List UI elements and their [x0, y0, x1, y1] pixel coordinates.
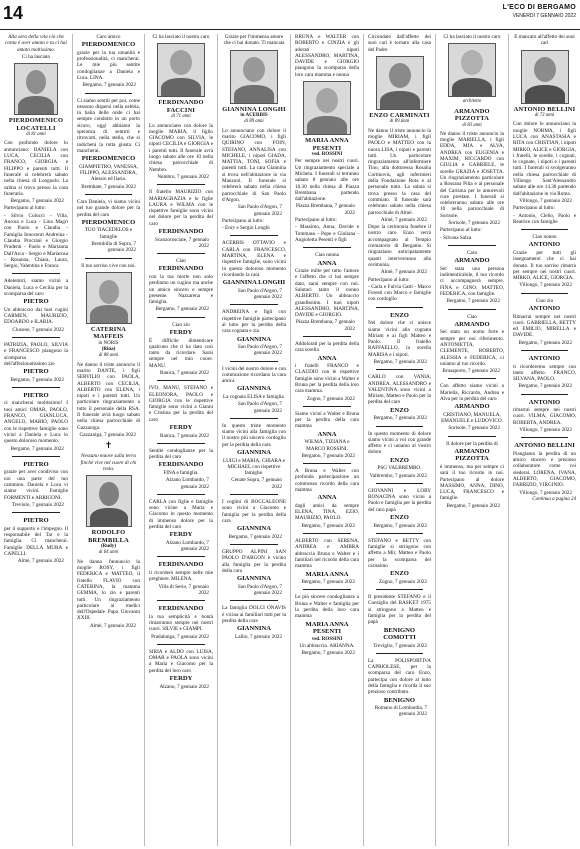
- deceased-married-name: ved. ROSSINI: [311, 152, 343, 158]
- deceased-age: di 64 anni: [98, 550, 119, 556]
- notice-name: ENZO: [390, 570, 409, 578]
- obituary-body: Ne danno il triste annuncio il marito DANTE, i figli SERVILIO con PAOLA, ALBERTO con CECILIA, ALBERTO con ELENA, i nipoti e i parenti tutti. Un particolare ringraziamento a tutto il personale della RSA. Il funerale avrà luogo sabato nella chiesa parrocchiale di Gazzaniga.: [77, 361, 140, 431]
- place-date: Nembro, 7 gennaio 2022: [157, 173, 209, 180]
- notice-name: PIETRO: [23, 391, 49, 399]
- intro: È mancato all'affetto dei suoi cari: [514, 34, 575, 47]
- notice-name: FERDINANDO: [158, 561, 204, 569]
- notice-body: Cara Daniela, vi siamo vicini nel tuo grande dolore per la perdita del caro: [77, 198, 140, 218]
- notice-name: MARIA ANNA PESENTI: [305, 620, 349, 635]
- place-date: Ranica, 7 gennaio 2022: [160, 432, 209, 439]
- place-date: Almè, 7 gennaio 2022: [380, 269, 427, 276]
- notice-name: FERDINANDO: [158, 605, 204, 613]
- participants-title: Partecipano al lutto:: [440, 227, 482, 234]
- participants-title: Partecipano al lutto:: [513, 205, 555, 212]
- notice-sign: CRISTIANO, MANUELA, EMANUELE e LUDOVICO.: [441, 411, 503, 425]
- deceased-age: di 71 anni: [171, 114, 191, 120]
- place-date: Clusone, 7 gennaio 2022: [12, 326, 64, 333]
- column-4-content: [218, 34, 290, 640]
- deceased-name: ENZO CARMINATI: [369, 111, 430, 119]
- participants-list: - Massimo, Anna, Davide e Tommaso - Pupe e Giuliana - Angioletta Pesenti e figli: [295, 224, 359, 243]
- place-date: Bergamo, 7 gennaio 2022: [373, 358, 427, 365]
- intro: Ci ha lasciato il nostro caro: [152, 34, 210, 40]
- notice-name: PIERDOMENICO: [81, 218, 136, 226]
- notice-name: FERDINANDO: [158, 461, 204, 469]
- notice-body: Sei stata una persona indimenticabile, il tuo ricordo ci accompagnerà sempre. FINA e GINO, MATTEO, FEDERICA, con famiglie.: [440, 265, 504, 297]
- notice-body: Il presidente STEFANO e il Consiglio del BASKET 1975 si stringono a Matteo e famiglia per la perdita del papà: [368, 594, 431, 626]
- notice-body: Sei stato un uomo forte e sempre per noi riferimento. ANTONIETTA, CLEMENTE, ROBERTO, ALESSIA e FEDERICA, ci uniamo al tuo ricordo.: [440, 329, 504, 367]
- notice-body: In questo triste momento siamo vicini alla famiglia con il nostro più sincero cordoglio per la perdita della cara: [222, 422, 286, 448]
- deceased-name: CATERINA MAFFEIS: [90, 325, 127, 341]
- place-date: Valbrembo, 7 gennaio 2022: [369, 472, 427, 479]
- notice-name: GIANNINA: [236, 575, 272, 583]
- participants-title: Partecipano al lutto:: [368, 276, 410, 283]
- newspaper-name: L'ECO DI BERGAMO: [502, 4, 576, 11]
- notice-body: SIRIA e ALDO con LUISA, OMAR e PAOLA sono vicini a Maria e Giacomo per la perdita del loro caro: [149, 648, 213, 674]
- deceased-age: di 73 anni: [534, 113, 555, 119]
- place-date: Bergamo, 7 gennaio 2022: [301, 522, 355, 529]
- intro: Ci ha lasciato: [21, 53, 51, 60]
- place-date: Almè, 7 gennaio 2022: [380, 216, 427, 223]
- place-date: Piazza Brembana, 7 gennaio 2022: [295, 319, 355, 332]
- place-date: Villongo, 7 gennaio 2022: [519, 197, 572, 204]
- place-date: Cenate Sopra, 7 gennaio 2022: [231, 477, 282, 490]
- deceased-nickname: (Rina): [101, 347, 116, 353]
- issue-date: VENERDÌ 7 GENNAIO 2022: [512, 13, 576, 19]
- column-2-content: [73, 34, 144, 629]
- deceased-married-name: ved. ROSSINI: [311, 636, 343, 642]
- obituary-locatelli: [0, 34, 72, 564]
- place-date: Almè, 7 gennaio 2022: [89, 622, 136, 629]
- notice-name: BENIGNO COMOTTI: [383, 626, 416, 642]
- notice-body: CARLO con VANIA, ANDREA, ALESSANDRO e VALENTINA sono vicini a Miriam, Matteo e Paolo per la perdita del caro: [368, 374, 431, 406]
- notice-body: Siamo vicini a Walter e Bruna per la perdita della cara mamma: [295, 410, 359, 430]
- notice-name: ENZO: [390, 406, 409, 414]
- intro: Ciao: [467, 313, 477, 320]
- deceased-age: di 83 anni: [462, 122, 482, 128]
- deceased-name: RODOLFO BREMBILLA: [88, 529, 129, 544]
- notice-sign: FINA e famiglia.: [163, 469, 199, 476]
- notice-name: GIANNINA: [236, 525, 272, 533]
- notice-body: CARLA con figlie e famiglie sono vicine a Maria e Giacomo in questo momento di immenso dolore per la perdita del caro: [149, 498, 213, 531]
- place-date: Pradalunga, 7 gennaio 2022: [151, 633, 209, 640]
- column-7: [435, 34, 508, 846]
- deceased-married-name: in ACERBIS: [240, 113, 268, 119]
- continued-link[interactable]: Continua a pagina 24: [532, 496, 576, 502]
- notice-body: ANDREINA e figli con rispettive famiglie partecipano al lutto per la perdita della cara cognata e zia: [222, 309, 286, 335]
- place-date: Treviglio, 7 gennaio 2022: [373, 642, 427, 649]
- notice-body: ALBERTO con SERENA, ANDREA e AMBRA abbraccia Bruna e Walter e i familiari nel ricordo della cara mamma: [295, 538, 359, 570]
- notice-name: FERDY: [169, 675, 193, 682]
- column-6: [363, 34, 435, 846]
- place-date: Villongo, 7 gennaio 2022: [519, 489, 572, 496]
- column-4: [217, 34, 290, 846]
- deceased-name: ARMANDO PIZZOTTA: [454, 107, 490, 123]
- obituary-body: Lo annunciano con dolore il marito GIACOMO, i figli QUIRINO con FOIN, STEFANO, ANNALISA con MICHELE, i nipoti GIADA, MATTIA, TONI, SOFIA e parenti tutti. La cara Giannina si trova nell'abitazione in via Manzoni. Il funerale si celebrerà sabato nella chiesa parrocchiale di San Paolo d'Argon.: [222, 127, 286, 203]
- place-date: San Paolo d'Argon, 7 gennaio 2022: [237, 401, 282, 414]
- place-date: Lallio, 7 gennaio 2022: [235, 633, 282, 640]
- place-date: Almè, 7 gennaio 2022: [17, 558, 64, 565]
- intro: Ciao nonno: [532, 234, 557, 241]
- participants-title: Partecipano al lutto:: [222, 217, 264, 224]
- place-date: Alzano Lombardo, 7 gennaio 2022: [165, 477, 209, 490]
- place-date: Ranica, 7 gennaio 2022: [160, 370, 209, 376]
- notice-name: PIERDOMENICO: [81, 155, 136, 163]
- notice-body: La POLISPORTIVA CAPRIOLESE, per la scomparsa del caro Enzo, partecipa con dolore al lutto della famiglia e ricorda il suo prezioso contributo.: [368, 657, 431, 696]
- place-date: Bergamo, 7 gennaio 2022: [228, 533, 282, 540]
- intro: Ciao zio: [535, 297, 554, 304]
- notice-body: ti ricorderemo sempre con tanto affetto. FRANCO, SILVANA, PAOLO.: [513, 363, 576, 383]
- notice-sign: Un abbraccio. ARIANNA.: [299, 642, 355, 649]
- notice-name: PIETRO: [23, 368, 49, 376]
- notice-body: ACERBIS OTTAVIO e CARLA con FRANCESCO, MARTINA, ELENA e rispettive famiglie, sono vicini in questo doloroso momento ricordando la cara: [222, 240, 286, 278]
- place-date: Bergamo, 7 gennaio 2022: [301, 452, 355, 459]
- notice-name: MARIA ANNA: [305, 570, 349, 578]
- place-date: Sorisole, 7 gennaio 2022: [448, 425, 500, 432]
- notice-name: ANNA: [317, 430, 337, 438]
- obituary-body: Ne danno l'annuncio la moglie ROSY, i figli FEDERICA e MATTEO, il fratello FLAVIO con CATERINA, la mamma GEMMA, lo zio e parenti tutti. Un ringraziamento particolare ai medici dell'Ospedale Papa Giovanni XXIII.: [77, 558, 140, 622]
- participants-title: Partecipano al lutto:: [4, 205, 46, 212]
- notice-body: Nel dolore che ci unisce siamo vicini alla cognata Miriam e ai figli Matteo e Paolo. Il fratello RAFFAELLO, la sorella MARISA e i nipoti.: [368, 320, 431, 358]
- notice-name: FERDY: [169, 329, 193, 337]
- column-2: [72, 34, 144, 846]
- place-date: Brusaporto, 7 gennaio 2022: [442, 368, 500, 375]
- notice-name: GIANNINA LONGHI: [222, 279, 286, 287]
- notice-sign: GIAMPIETRO, VANESSA, FILIPPO, ALESSANDRA, Alessio ed Ilaria.: [78, 163, 139, 183]
- obituary-body: Per sempre nei nostri cuori. Un ringraziamento speciale a Michela. I funerali si terranno sabato 8 gennaio alle ore 10.30 nella chiesa di Piazza Brembana partendo dall'abitazione.: [295, 158, 359, 203]
- notice-body: IVO, MANU, STEFANO e ELEONORA, PAOLO e GIORGIA con le rispettive famiglie sono vicini a Gianni e Cristina per la perdita del caro: [149, 385, 213, 423]
- notice-name: ANTONIO: [528, 305, 561, 313]
- verse: Nessuno muore sulla terra finché vive nel cuore di chi resta.: [80, 453, 137, 472]
- place-date: Piazza Brembana, 7 gennaio 2022: [295, 203, 355, 216]
- notice-body: Adelemiri, siamo vicini a Daniela, Luca e Cecilia per la scomparsa del caro: [4, 278, 68, 298]
- notice-body: con la tua morte non solo perdiamo un cugino ma anche un amico sincero e sempre presente. Nazzarena e famiglia.: [149, 273, 213, 306]
- column-6-content: [364, 34, 435, 718]
- portrait-photo: [86, 272, 132, 324]
- deceased-name: FERDINANDO FACCINI: [158, 99, 204, 114]
- intro: Ciao: [176, 258, 186, 265]
- place-date: Bergamo, 7 gennaio 2022: [10, 445, 64, 452]
- notice-body: ti ricorderò sempre nelle mie preghiere. MILENA.: [149, 569, 213, 583]
- notice-body: Con affetto siamo vicini a Mariella, Riccardo, Andrea e Alva per la perdita del caro: [440, 383, 504, 402]
- notice-name: GIANNINA: [236, 449, 272, 457]
- notice-body: per il supporto e l'impegno. Il responsabile del Tar e la famiglia. Ci mancherai. Famiglie DELLA MURA e CAPELLI.: [4, 525, 68, 557]
- obituary-body: Ne danno il triste annuncio la moglie MARIELLA, i figli EDDA, MIA e ALVA, ANDREA con EUGENIA e MAXIM, RICCARDO con GIULIA e GABRIELE, le sorelle GRAZIA e JOSETTA. Un ringraziamento particolare a Rossana Pilia e al personale del Carisma per le amorevoli cure prestate. I funerali si celebreranno sabato alle ore 10 nella parrocchiale di Sorisole.: [440, 130, 504, 219]
- deceased-name: PIERDOMENICO LOCATELLI: [8, 117, 64, 132]
- notice-body: Il fratello MAURIZIO con MARIAGRAZIA e le figlie LAURA e WILMA con le rispettive famiglie sono vicini nel dolore per la perdita del caro: [149, 189, 213, 227]
- notice-body: I coglini di BOCCALEONE sono vicini a Giacomo e famiglia per la perdita della cara: [222, 499, 286, 524]
- notice-sign: è immenso, ma per sempre ci sarà il tuo ricordo in noi. Partecipano al dolore MASSIMO, ANNA, DINO, LUCA, FRANCESCO e famiglie.: [440, 463, 504, 502]
- notice-name: ANNA: [317, 259, 337, 267]
- notice-name: ANTONIO: [528, 398, 561, 406]
- deceased-nickname: (Rudy): [100, 544, 116, 550]
- column-7-content: [436, 34, 508, 509]
- notice-name: ARMANDO: [454, 403, 490, 411]
- intro: Caro amico: [96, 34, 121, 40]
- deceased-profession: architetto: [462, 99, 482, 105]
- participants-title: Partecipano al lutto:: [295, 217, 337, 224]
- column-3-content: [145, 34, 217, 690]
- notice-name: PIETRO: [23, 460, 49, 468]
- place-date: Bergamo, 7 gennaio 2022: [373, 415, 427, 422]
- notice-name: ARMANDO PIZZOTTA: [454, 447, 490, 463]
- intro: Ci ha lasciato il nostro caro: [443, 34, 501, 40]
- notice-name: FERDINANDO: [158, 228, 204, 236]
- place-date: Alzano Lombardo, 7 gennaio 2022: [165, 539, 209, 553]
- notice-body: È difficile dimenticare qualcuno che ti ha dato così tanto da ricordare. Sarai sempre nel mio cuore. MANU.: [149, 337, 213, 369]
- participants-list: - Enry e Sergio Longhi: [222, 225, 270, 232]
- deceased-married-name: in NORIS: [98, 340, 119, 346]
- portrait-photo: [376, 56, 424, 110]
- place-date: San Paolo d'Argon, 7 gennaio 2022: [237, 344, 282, 357]
- deceased-age: di 89 anni: [389, 119, 410, 125]
- column-5-content: [291, 34, 363, 656]
- portrait-photo: [521, 50, 569, 104]
- notice-body: Sentite condoglianze per la perdita del caro: [149, 447, 213, 461]
- portrait-photo: [448, 43, 496, 97]
- notice-name: PIERDOMENICO: [81, 41, 136, 49]
- notice-name: FERDY: [169, 424, 193, 432]
- notice-body: la tua semplicità e bontà rimarranno sempre nei nostri cuori. SILVIE e GIAMPI.: [149, 613, 213, 633]
- intro: Grazie per l'immensa amore che ci hai donato. Ti mancata: [223, 34, 285, 47]
- intro: Il tuo sorriso vive con noi.: [81, 262, 136, 269]
- notice-sign: TUO TIACEDELOS e famiglie: [84, 227, 133, 240]
- deceased-name: ANTONIO BELLINI: [513, 105, 576, 113]
- notice-name: ANTONIO: [528, 241, 561, 249]
- notice-sign: dagli amici da sempre ELENA, TINA, EZIO, MAURIZIO, PAOLO.: [295, 502, 359, 522]
- notice-body: Grazie mille per tutto l'amore e l'affetto che ci hai sempre dato, sarai sempre con noi. Salutaci tanto il nonno ALBERTO. Un abbraccio grandissimo. I tuoi nipoti ALESSANDRO, MARTINA, DAVIDE e GIORGIO.: [295, 268, 359, 319]
- place-date: Scanzorosciate, 7 gennaio 2022: [154, 236, 209, 249]
- place-date: Villa di Serio, 7 gennaio 2022: [158, 583, 209, 596]
- column-8: [508, 34, 580, 846]
- notice-name: GIANNINA: [236, 625, 272, 633]
- obituary-body: Ne danno il triste annuncio la moglie MIRIAM, i figli PAOLO e MATTEO con la nuora LISA, i nipoti e parenti tutti. Un particolare ringraziamento all'infermiere Tino, alla dottoressa Rosalia Cortinovis, agli infermieri della Fondazione Rota e al personale tutto. La salma si trova presso la casa del commiato. Il funerale sarà celebrato sabato nella chiesa parrocchiale di Almè.: [368, 127, 431, 216]
- intro: Caro: [466, 249, 478, 256]
- place-date: San Paolo d'Argon, 7 gennaio 2022: [237, 287, 282, 301]
- page-header: [0, 0, 580, 30]
- notice-body: Dopo la cerimonia funebre il nostro caro Enzo verrà accompagnato al Tempio crematorio di Bergamo. Si ringraziano anticipatamente quanti interverranno alla cerimonia.: [368, 224, 431, 268]
- participants-list: - Silvio Colucci - Villa, Aurora e Luca - Lina Magri con Paolo e Claudia - Famiglia Innocenti Andreina - Claudia Procrani e Giorgio Prudenti - Paolo e Marianna Dall'Arca - Sergio e Mariarosa - Rosanna, Chiara, Laura, Sergio, Valentina e Franca: [4, 212, 68, 270]
- notice-name: PIETRO: [23, 298, 49, 306]
- notice-sign: i fratelli FRANCO e CLAUDIO con le rispettive famiglie sono vicini a Walter e Bruna per la perdita della loro cara mamma.: [295, 363, 359, 395]
- notice-body: La famiglia DOLCI ONAVIS è vicina ai familiari tutti per la perdita della cara: [222, 605, 286, 624]
- page-number: 14: [3, 3, 24, 23]
- notice-body: BRUNA e WALTER con ROBERTO e CINZIA e gli adorati nipoti ALESSANDRO, MARTINA, DAVIDE e GIORGIO piangono la scomparsa della loro cara mamma e nonna: [295, 34, 359, 78]
- notice-sign: LUIGI e MARIA, CHIARA e MICHAEL con rispettive famiglie.: [222, 457, 286, 477]
- notice-name: ARMANDO: [454, 257, 490, 265]
- place-date: Treviolo, 7 gennaio 2022: [11, 501, 64, 508]
- place-date: Villongo, 7 gennaio 2022: [519, 282, 572, 289]
- notice-body: ci mancherai moltissimo! I tuoi amici OMAR, PAOLO, FRANCO, GIANLUCA, ANGELO, MARIO, PAOLO con le rispettive famiglie sono vicini a Daniela e Luca in questo doloroso momento.: [4, 400, 68, 445]
- place-date: Villongo, 7 gennaio 2022: [519, 427, 572, 434]
- notice-sign: Un abbraccio dai tuoi cugini CARMEN, MAURIZIO, EDOARDO e ILARIA.: [4, 306, 68, 326]
- notice-body: Piangiamo la perdita di un amico sincero e prezioso collaboratore come voi siederai. LORENA, IVANA, ALBERTO, GIACOMO, FABRIZIO, VIRGINIO.: [513, 450, 576, 489]
- notice-name: ENZO: [390, 311, 409, 319]
- place-date: Bergamo, 7 gennaio 2022: [301, 579, 355, 586]
- notice-name: FERDINANDO: [158, 265, 204, 273]
- notice-name: ANNA: [317, 494, 337, 502]
- place-date: Bergamo, 7 gennaio 2022: [10, 376, 64, 383]
- deceased-name: GIANNINA LONGHI: [222, 105, 286, 113]
- portrait-photo: [157, 43, 205, 97]
- place-date: Bergamo, 7 gennaio 2022: [446, 298, 500, 305]
- portrait-photo: [86, 475, 132, 527]
- place-date: Romano di Lombardia, 7 gennaio 2022: [374, 705, 427, 718]
- notice-body: In questo momento di dolore siamo vicini a voi con grande affetto e ci uniamo al vostro dolore.: [368, 430, 431, 456]
- notice-name: GIANNINA: [236, 385, 272, 393]
- notice-sign: PSG VALBREMBO.: [377, 465, 422, 472]
- notice-name: ANTONIO: [528, 355, 561, 362]
- column-8-content: [509, 34, 580, 503]
- place-date: Bergamo, 7 gennaio 2022: [518, 383, 572, 390]
- deceased-age: di 81 anni: [26, 132, 46, 138]
- masthead: [503, 4, 576, 19]
- place-date: Bergamo, 7 gennaio 2022: [10, 198, 64, 205]
- notice-body: Circondato dall'affetto dei suoi cari è tornato alla casa del Padre: [368, 34, 431, 53]
- notice-name: GIANNINA: [236, 335, 272, 343]
- obituary-body: Con dolore lo annunciano la moglie NORMA, i figli LUCA con ANASTASIA e RITA con CRISTIAN, i nipoti MIRKO, ALICE e GIORGIA, i fratelli, le sorelle, i cognati, le cognate, i nipoti e i parenti tutti. I funerali si svolgeranno nella chiesa parrocchiale di Villongo Sant'Alessandro sabato alle ore 14.30 partendo dall'abitazione in via Roma.: [513, 121, 576, 197]
- place-date: Sorisole, 7 gennaio 2022: [448, 220, 500, 227]
- place-date: San Paolo d'Argon, 7 gennaio 2022: [237, 583, 282, 597]
- notice-body: GRUPPO ALPINI SAN PAOLO D'ARGON è vicino alla famiglia per la perdita della cara: [222, 549, 286, 574]
- place-date: Brembilla di Sopra, 7 gennaio 2022: [91, 240, 136, 254]
- notice-name: FERDY: [169, 531, 193, 539]
- place-date: Bergamo, 7 gennaio 2022: [373, 522, 427, 529]
- notice-body: grazie per aver condiviso con noi una parte del tuo cammino. Daniela e Luca vi siamo vicini. Famiglie FORMENTI e ARRIGONI.: [4, 469, 68, 501]
- place-date: Bergamo, 7 gennaio 2022: [446, 502, 500, 509]
- notice-name: ANNA: [317, 354, 337, 362]
- participants-list: - Carla e Fulvia Gatti - Marco Foresti con Marco e famiglie con cordoglio: [368, 283, 431, 303]
- notice-name: ANTONIO BELLINI: [514, 442, 575, 450]
- notice-name: BENIGNO: [383, 696, 416, 704]
- notice-body: grazie per la tua umanità e professionalità, ci mancherai. Le mie più sentite condoglianze a Daniela e Luca. LINA.: [77, 49, 140, 81]
- notice-name: PIETRO: [23, 517, 49, 525]
- notice-body: Rimarrai sempre nei nostri cuori. GABRIELLA, BETTY ed EMILIO, MIRELLA e DAVIDE.: [513, 313, 576, 339]
- place-date: Brembate, 7 gennaio 2022: [81, 183, 136, 190]
- deceased-name: MARIA ANNA PESENTI: [305, 137, 349, 152]
- notice-sign: La cognata ELISA e famiglia.: [222, 393, 286, 400]
- place-date: Zogno, 7 gennaio 2022: [378, 578, 427, 585]
- column-1: [0, 34, 72, 846]
- place-date: Bergamo, 7 gennaio 2022: [518, 339, 572, 346]
- obituary-body: Lo annunciano con dolore la moglie MARIA, il figlio GIACOMO con SILVIA, le nipoti CECILIA e GIORGIA e i parenti tutti. Il funerale avrà luogo sabato alle ore 10 nella chiesa parrocchiale di Nembro.: [149, 122, 213, 173]
- place-date: Bergamo, 7 gennaio 2022: [155, 306, 209, 313]
- intro: Ciao nonna: [315, 252, 339, 259]
- portrait-photo: [303, 81, 351, 135]
- obituary-body: Con profondo dolore lo annunciano: DANIELA con LUCA, CECILIA con FRANCO, GIORGIA e FILIPPO e parenti tutti. Il funerale si celebrerà sabato nella chiesa di Longuelo. La salma si trova presso la casa funeraria.: [4, 140, 68, 197]
- participants-list: - Antonio, Clelio, Paolo e Beatrice con famiglie: [513, 212, 576, 225]
- verse: Alla sera della vita ciò che conta è aver amato e tu ci hai amato moltissimo.: [5, 34, 67, 53]
- notice-body: Addolorati per la perdita della cara sorella: [295, 341, 359, 354]
- notice-body: Grazie per tutti gli insegnamenti che ci hai donato. Il tuo sorriso rimarrà per sempre nei nostri cuori. MIRKO, ALICE, GIORGIA.: [513, 249, 576, 282]
- notice-sign: WILMA, TIZIANA e MARCO ROSSINI.: [304, 439, 350, 452]
- participants-list: - Silvana Salza: [440, 234, 472, 241]
- notice-name: ARMANDO: [454, 320, 490, 328]
- place-date: San Paolo d'Argon, 7 gennaio 2022: [237, 204, 282, 217]
- notice-body: GIOVANNI e LORY BONACINA sono vicini a Paolo e famiglia per la perdita del caro papà: [368, 487, 431, 513]
- notice-name: ENZO: [390, 514, 409, 522]
- notice-body: STEFANO e BETTY con famiglie si stringono con affetto a Mir, Matteo e Paolo per la scomparsa del carissimo: [368, 537, 431, 570]
- portrait-photo: [14, 63, 58, 115]
- place-date: Zogno, 7 gennaio 2022: [306, 395, 355, 402]
- notice-body: A Bruna e Walter con profonda partecipazione un commosso ricordo della cara mamma: [295, 468, 359, 494]
- notice-body: PATRIZIA, PAOLO, SILVIA e FRANCESCO piangono la scomparsa dell'affezionatissimo zio: [4, 342, 68, 367]
- place-date: Bergamo, 7 gennaio 2022: [301, 650, 355, 657]
- notice-body: I vicini del nostro dolore e con commozione ricordano la cara amica: [222, 365, 286, 385]
- intro: Ciao zio: [172, 321, 190, 328]
- place-date: Alzano, 7 gennaio 2022: [159, 683, 209, 690]
- notice-body: rimarrai sempre nei nostri cuori. VILMA, GIACOMO, ROBERTA, ANDREA.: [513, 407, 576, 426]
- cross-icon: ✝: [104, 441, 113, 452]
- notice-body: Ci siamo sentiti per poi, come nessuno dispersi nella nebbia, in balia delle onde ci hai sempre condotto in un porto sicuro, oggi abbiamo la speranza di sentirti e ritrovarti, nella stella, che si indicherà la rotta giusta. Ci mancherai.: [77, 97, 140, 154]
- notice-body: Il dolore per la perdita di: [446, 440, 498, 447]
- notice-name: ENZO: [390, 456, 409, 464]
- column-5: [290, 34, 363, 846]
- portrait-photo: [230, 50, 278, 104]
- deceased-age: di 89 anni: [244, 119, 264, 125]
- deceased-age: di 88 anni: [98, 353, 119, 359]
- column-3: [144, 34, 217, 846]
- notice-body: Le più sincere condoglianze a Bruna e Walter e famiglia per la perdita della loro cara mamma: [295, 594, 359, 620]
- place-date: Bergamo, 7 gennaio 2022: [82, 82, 136, 89]
- place-date: Gazzaniga, 7 gennaio 2022: [79, 431, 136, 438]
